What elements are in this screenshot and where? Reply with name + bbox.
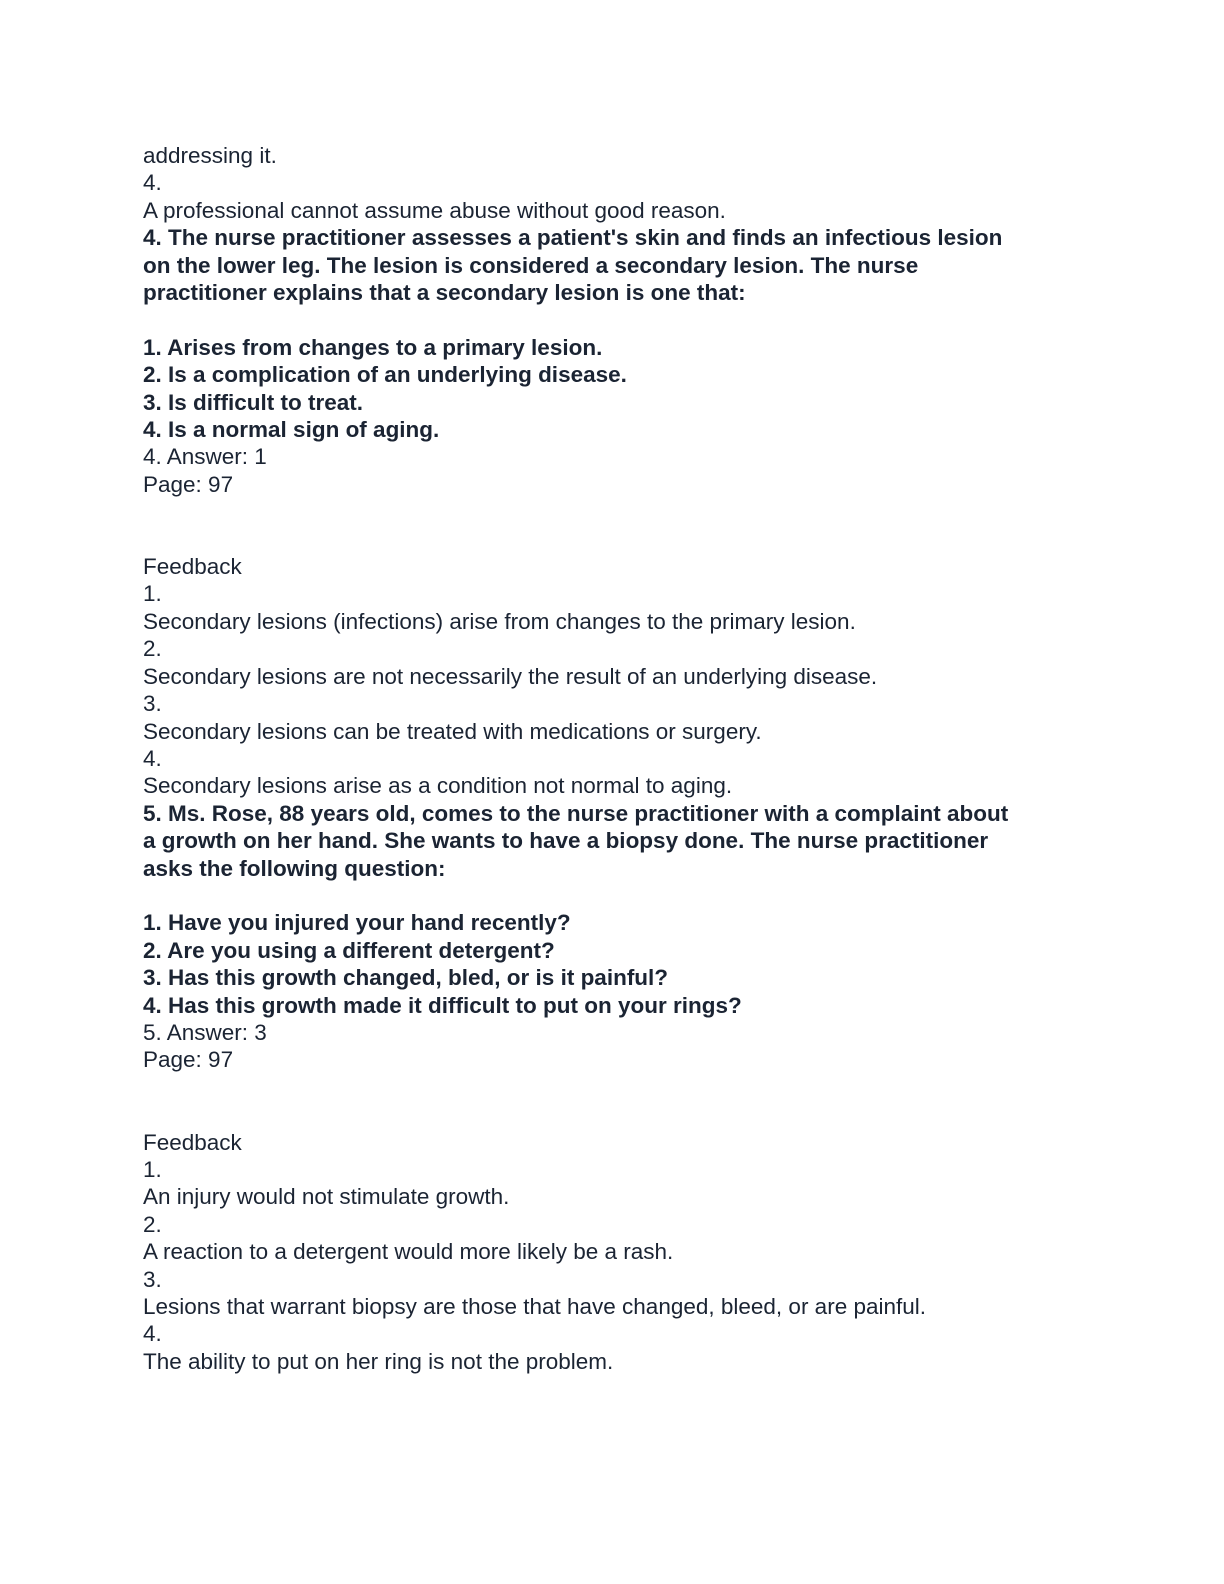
- feedback-number: 4.: [143, 745, 162, 771]
- feedback-text: Secondary lesions can be treated with medications or surgery.: [143, 718, 762, 744]
- answer-option: 3. Has this growth changed, bled, or is it painful?: [143, 965, 669, 991]
- question-stem-line: asks the following question:: [143, 855, 446, 881]
- question-stem-line: practitioner explains that a secondary lesion is one that:: [143, 280, 746, 306]
- page-reference: Page: 97: [143, 471, 234, 497]
- continuation-text: addressing it.: [143, 143, 277, 168]
- feedback-text: An injury would not stimulate growth.: [143, 1184, 510, 1210]
- answer-option: 1. Arises from changes to a primary lesion.: [143, 334, 603, 360]
- feedback-number: 1.: [143, 581, 162, 607]
- spacer: [143, 306, 1103, 333]
- feedback-heading: Feedback: [143, 554, 242, 580]
- answer-option: 3. Is difficult to treat.: [143, 389, 364, 415]
- document-page: [143, 142, 1103, 1375]
- feedback-text: The ability to put on her ring is not the problem.: [143, 1348, 614, 1374]
- answer-option: 4. Is a normal sign of aging.: [143, 417, 440, 443]
- spacer: [143, 882, 1103, 909]
- spacer: [143, 1074, 1103, 1129]
- feedback-number: 2.: [143, 636, 162, 662]
- feedback-number: 2.: [143, 1211, 162, 1237]
- feedback-text: A reaction to a detergent would more likely be a rash.: [143, 1239, 674, 1265]
- feedback-number: 3.: [143, 691, 162, 717]
- feedback-number: 4.: [143, 170, 162, 196]
- answer-option: 2. Are you using a different detergent?: [143, 937, 555, 963]
- question-5: [143, 800, 1103, 1376]
- feedback-number: 1.: [143, 1156, 162, 1182]
- page-reference: Page: 97: [143, 1047, 234, 1073]
- feedback-text: Secondary lesions arise as a condition not normal to aging.: [143, 773, 733, 799]
- feedback-text: Lesions that warrant biopsy are those that have changed, bleed, or are painful.: [143, 1294, 927, 1319]
- question-stem-line: 4. The nurse practitioner assesses a patient's skin and finds an infectious lesion: [143, 225, 1003, 251]
- feedback-text: A professional cannot assume abuse without good reason.: [143, 197, 726, 223]
- question-stem-line: a growth on her hand. She wants to have a biopsy done. The nurse practitioner: [143, 828, 989, 854]
- answer-option: 1. Have you injured your hand recently?: [143, 910, 571, 936]
- question-4: [143, 224, 1103, 800]
- feedback-number: 4.: [143, 1321, 162, 1347]
- feedback-heading: Feedback: [143, 1129, 242, 1155]
- answer-key: 5. Answer: 3: [143, 1019, 267, 1045]
- answer-key: 4. Answer: 1: [143, 444, 267, 470]
- spacer: [143, 498, 1103, 553]
- feedback-text: Secondary lesions are not necessarily the result of an underlying disease.: [143, 663, 878, 689]
- question-stem-line: on the lower leg. The lesion is considered a secondary lesion. The nurse: [143, 252, 919, 278]
- answer-option: 2. Is a complication of an underlying disease.: [143, 362, 627, 388]
- answer-option: 4. Has this growth made it difficult to put on your rings?: [143, 992, 742, 1018]
- feedback-text: Secondary lesions (infections) arise from changes to the primary lesion.: [143, 608, 856, 634]
- question-stem-line: 5. Ms. Rose, 88 years old, comes to the nurse practitioner with a complaint about: [143, 800, 1009, 826]
- feedback-number: 3.: [143, 1266, 162, 1292]
